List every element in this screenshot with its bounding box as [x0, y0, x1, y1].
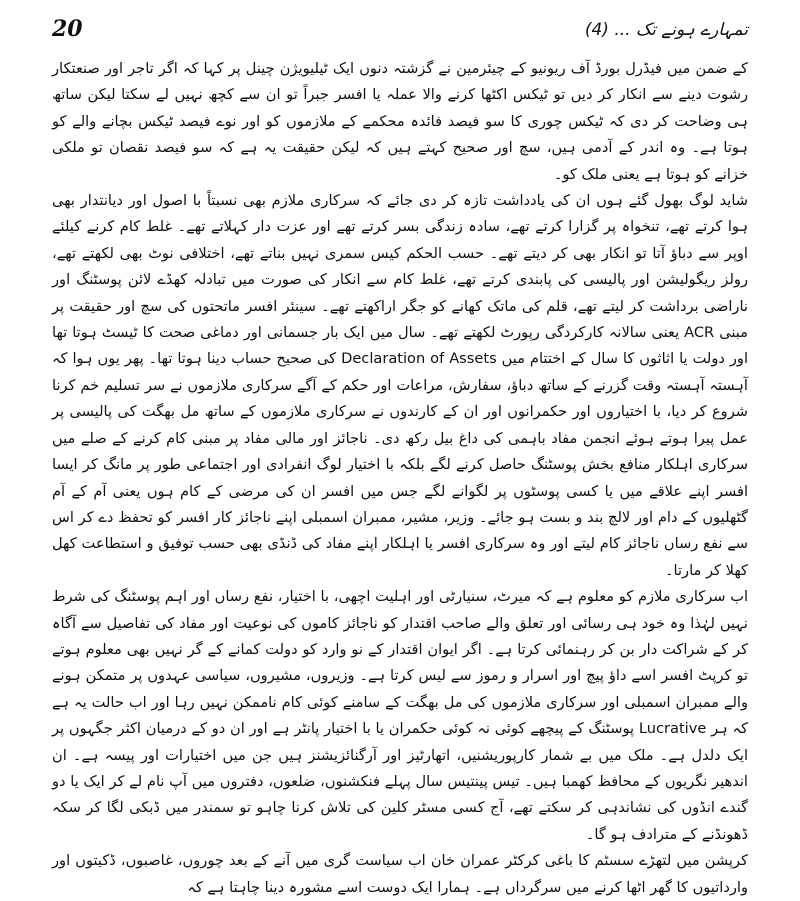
- body-text: [52, 56, 748, 901]
- page-header: [52, 12, 748, 46]
- page-number: 20: [52, 16, 83, 42]
- paragraph: شاید لوگ بھول گئے ہوں ان کی یادداشت تازہ کر دی جائے کہ سرکاری ملازم بھی نسبتاً با اصول اور دیانتدار بھی ہوا کرتے تھے، تنخواہ پر گزارا کرتے تھے، سادہ زندگی بسر کرتے تھے اور عزت دار کہلاتے تھے۔ غلط کام کرنے کیلئے اوپر سے دباؤ آتا تو انکار بھی کر دیتے تھے۔ حسب الحکم کیس سمری نہیں بناتے تھے، اختلافی نوٹ بھی لکھتے تھے، رولز ریگولیشن اور پالیسی کی پابندی کرتے تھے، غلط کام سے انکار کی صورت میں تبادلہ کھڈے لائن پوسٹنگ اور ناراضی برداشت کر لیتے تھے، قلم کی ماتک کھانے کو جگر اراکھتے تھے۔ سینئر افسر ماتحتوں کی سچ اور حقیقت پر مبنی ACR یعنی سالانہ کارکردگی رپورٹ لکھتے تھے۔ سال میں ایک بار جسمانی اور دماغی صحت کا ٹیسٹ ہوتا تھا اور دولت یا اثاثوں کا سال کے اختتام میں Declaration of Assets کی صحیح حساب دینا ہوتا تھا۔ پھر یوں ہوا کہ آہستہ آہستہ وقت گزرنے کے ساتھ دباؤ، سفارش، مراعات اور حکم کے آگے سرکاری ملازموں نے سر تسلیم خم کرنا شروع کر دیا، با اختیاروں اور حکمرانوں اور ان کے کارندوں نے سرکاری ملازموں کے ساتھ مل بھگت کی پالیسی پر عمل پیرا ہوتے ہوئے انجمن مفاد باہمی کی داغ بیل رکھ دی۔ ناجائز اور مالی مفاد پر مبنی کام کرنے کے صلے میں سرکاری اہلکار منافع بخش پوسٹنگ حاصل کرنے لگے بلکہ با اختیار لوگ انفرادی اور اجتماعی طور پر مانگ کر ایسا افسر اپنے علاقے میں یا کسی پوسٹوں پر لگوانے لگے جس میں افسر ان کی مرضی کے کام ہوں یعنی آم کے آم گٹھلیوں کے دام اور لالچ بند و بست ہو جائے۔ وزیر، مشیر، ممبران اسمبلی اپنے ناجائز کار افسر کو تحفظ دے کر اس سے نفع رساں ناجائز کام لیتے اور وہ سرکاری افسر یا اہلکار اپنے مفاد کی ڈنڈی بھی حسب توفیق و استطاعت کھل کھلا کر مارتا۔: [52, 192, 748, 579]
- paragraph: کرپشن میں لتھڑے سسٹم کا باغی کرکٹر عمران خان اب سیاست گری میں آنے کے بعد چوروں، غاصبوں، ڈکیتوں اور وارداتیوں کا گھر اٹھا کرنے میں سرگرداں ہے۔ ہمارا ایک دوست اسے مشورہ دینا چاہتا ہے کہ: [52, 852, 748, 896]
- paragraph: اب سرکاری ملازم کو معلوم ہے کہ میرٹ، سنیارٹی اور اہلیت اچھی، با اختیار، نفع رساں اور اہم پوسٹنگ کی شرط نہیں لہٰذا وہ خود ہی رسائی اور تعلق والے صاحب اقتدار کو ناجائز کاموں کی نوعیت اور مفاد کی تفاصیل سے آگاہ کر کے شراکت دار بن کر رہنمائی کرتا ہے۔ اگر ایوان اقتدار کے نو وارد کو دولت کمانے کے گر نہیں بھی معلوم ہوتے تو کرپٹ افسر اسے داؤ پیچ اور اسرار و رموز سے لیس کرتا ہے۔ وزیروں، مشیروں، سیاسی عہدوں پر متمکن ہونے والے ممبران اسمبلی اور سرکاری ملازموں کی مل بھگت کے سامنے کوئی کام ناممکن نہیں رہا اور اب حالت یہ ہے کہ ہر Lucrative پوسٹنگ کے پیچھے کوئی نہ کوئی حکمران یا با اختیار پانٹر ہے اور ان دو کے درمیان اکثر جگہوں پر ایک دلدل ہے۔ ملک میں بے شمار کارپوریشنیں، اتھارٹیز اور آرگنائزیشنز ہیں جن میں اختیارات اور پیسہ ہے۔ ان اندھیر نگریوں کے محافظ کھمبا ہیں۔ تیس پینتیس سال پہلے فنکشنوں، ضلعوں، دفتروں میں آپ نام لے کر ایک یا دو گندے انڈوں کی نشاندہی کر سکتے تھے، آج کسی مسٹر کلین کی تلاش کرنا چاہو تو سمندر میں ڈبکی لگا کر سکہ ڈھونڈنے کے مترادف ہو گا۔: [52, 588, 748, 843]
- paragraph: کے ضمن میں فیڈرل بورڈ آف ریونیو کے چیئرمین نے گزشتہ دنوں ایک ٹیلیویژن چینل پر کہا کہ اگر تاجر اور صنعتکار رشوت دینے سے انکار کر دیں تو ٹیکس اکٹھا کرنے والا عملہ یا افسر جبراً تو ان سے کچھ نہیں لے سکتا لیکن ساتھ ہی وضاحت کر دی کہ ٹیکس چوری کا سو فیصد فائدہ محکمے کے ملازموں کو اور نوے فیصد ٹیکس بچانے والے کو ہوتا ہے۔ وہ اندر کے آدمی ہیں، سچ اور صحیح کہتے ہیں کہ لیکن حقیقت یہ ہے کہ سو فیصد نقصان تو ملکی خزانے کو ہوتا ہے یعنی ملک کو۔: [52, 60, 748, 183]
- running-head: تمہارے ہونے تک ... (4): [584, 19, 748, 40]
